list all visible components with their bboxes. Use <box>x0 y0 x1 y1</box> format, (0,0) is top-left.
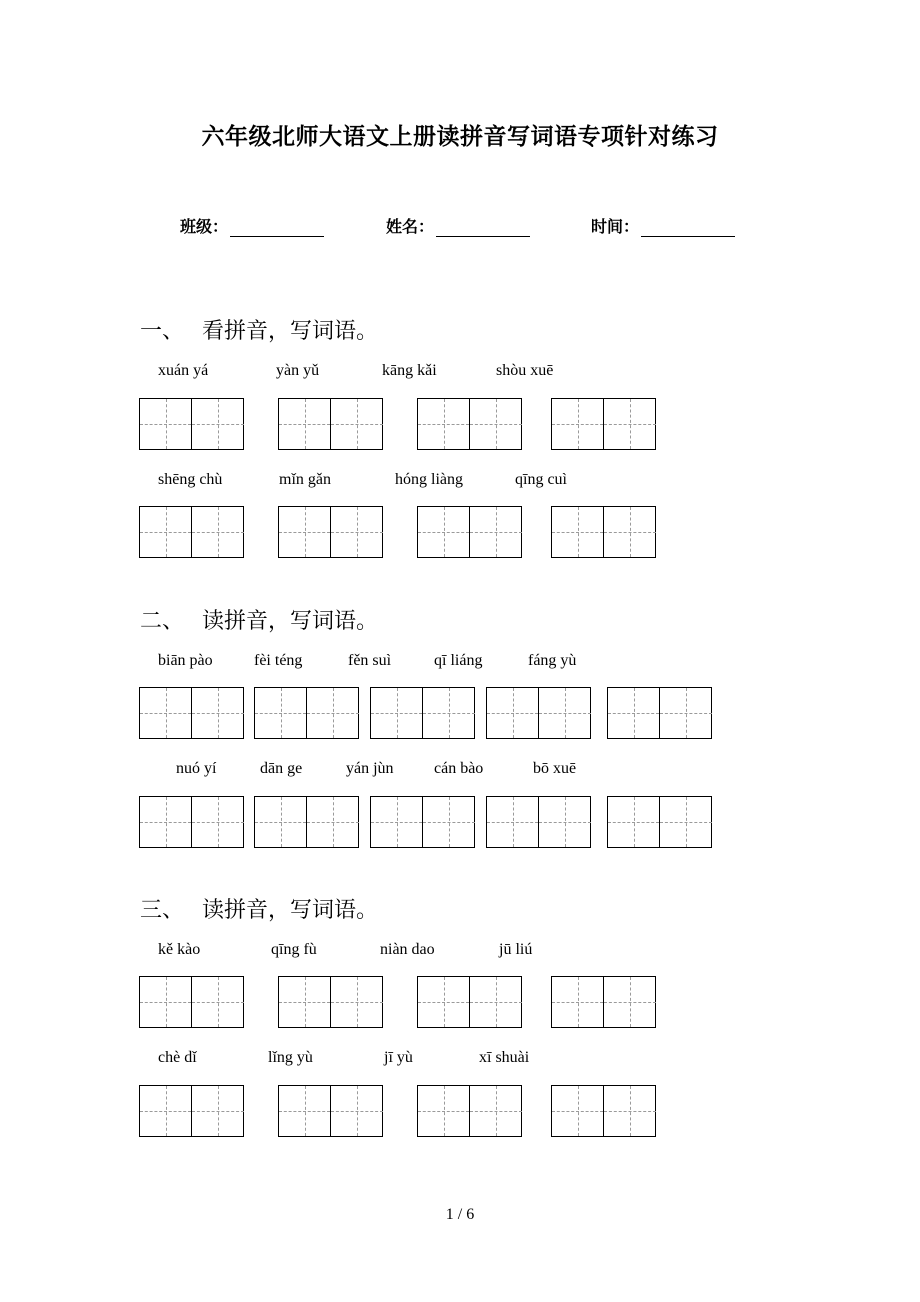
writing-box[interactable] <box>551 398 656 450</box>
pinyin: dān ge <box>260 760 303 777</box>
pinyin: fěn suì <box>348 652 392 669</box>
pinyin: qīng fù <box>271 941 317 958</box>
writing-box[interactable] <box>278 398 383 450</box>
writing-box[interactable] <box>551 506 656 558</box>
pinyin: qīng cuì <box>515 471 567 488</box>
writing-box[interactable] <box>551 976 656 1028</box>
pinyin: yàn yǔ <box>276 362 320 379</box>
writing-box[interactable] <box>417 1085 522 1137</box>
name-label: 姓名： <box>386 217 435 236</box>
writing-box[interactable] <box>607 687 712 739</box>
pinyin: xuán yá <box>158 362 209 379</box>
pinyin: jū liú <box>499 941 533 958</box>
page-number: 1 / 6 <box>445 1206 475 1223</box>
writing-box[interactable] <box>254 796 359 848</box>
writing-box[interactable] <box>139 976 244 1028</box>
writing-box[interactable] <box>139 506 244 558</box>
writing-box[interactable] <box>417 398 522 450</box>
class-field <box>180 214 324 237</box>
section-1-heading <box>140 314 378 345</box>
section-1-title: 看拼音，写词语。 <box>202 319 379 344</box>
pinyin: kāng kǎi <box>382 362 437 379</box>
writing-box[interactable] <box>417 976 522 1028</box>
writing-box[interactable] <box>139 398 244 450</box>
writing-box[interactable] <box>486 687 591 739</box>
pinyin: bō xuē <box>533 760 577 777</box>
section-3-title: 读拼音，写词语。 <box>202 898 379 923</box>
writing-box[interactable] <box>417 506 522 558</box>
section-3-number: 三、 <box>140 898 185 923</box>
writing-box[interactable] <box>139 1085 244 1137</box>
time-blank[interactable] <box>641 218 735 237</box>
pinyin: jī yù <box>384 1049 413 1066</box>
section-3-heading <box>140 893 378 924</box>
writing-box[interactable] <box>278 1085 383 1137</box>
writing-box[interactable] <box>486 796 591 848</box>
section-2-heading <box>140 604 378 635</box>
pinyin: mǐn gǎn <box>279 471 331 488</box>
pinyin: biān pào <box>158 652 213 669</box>
section-1-number: 一、 <box>140 319 185 344</box>
pinyin: fáng yù <box>528 652 577 669</box>
writing-box[interactable] <box>551 1085 656 1137</box>
pinyin: yán jùn <box>346 760 394 777</box>
writing-box[interactable] <box>278 506 383 558</box>
writing-box[interactable] <box>139 796 244 848</box>
pinyin: nuó yí <box>176 760 217 777</box>
name-field <box>386 214 530 237</box>
section-2-number: 二、 <box>140 609 185 634</box>
pinyin: niàn dao <box>380 941 435 958</box>
name-blank[interactable] <box>436 218 530 237</box>
class-blank[interactable] <box>230 218 324 237</box>
pinyin: fèi téng <box>254 652 303 669</box>
pinyin: chè dǐ <box>158 1049 197 1066</box>
time-label: 时间： <box>591 217 640 236</box>
pinyin: kě kào <box>158 941 201 958</box>
section-2-title: 读拼音，写词语。 <box>202 609 379 634</box>
pinyin: qī liáng <box>434 652 483 669</box>
time-field <box>591 214 735 237</box>
writing-box[interactable] <box>370 687 475 739</box>
writing-box[interactable] <box>607 796 712 848</box>
writing-box[interactable] <box>278 976 383 1028</box>
writing-box[interactable] <box>370 796 475 848</box>
writing-box[interactable] <box>254 687 359 739</box>
pinyin: lǐng yù <box>268 1049 313 1066</box>
pinyin: xī shuài <box>479 1049 530 1066</box>
pinyin: shēng chù <box>158 471 223 488</box>
page-title: 六年级北师大语文上册读拼音写词语专项针对练习 <box>201 123 719 150</box>
writing-box[interactable] <box>139 687 244 739</box>
class-label: 班级： <box>180 217 229 236</box>
pinyin: shòu xuē <box>496 362 554 379</box>
pinyin: cán bào <box>434 760 484 777</box>
pinyin: hóng liàng <box>395 471 463 488</box>
